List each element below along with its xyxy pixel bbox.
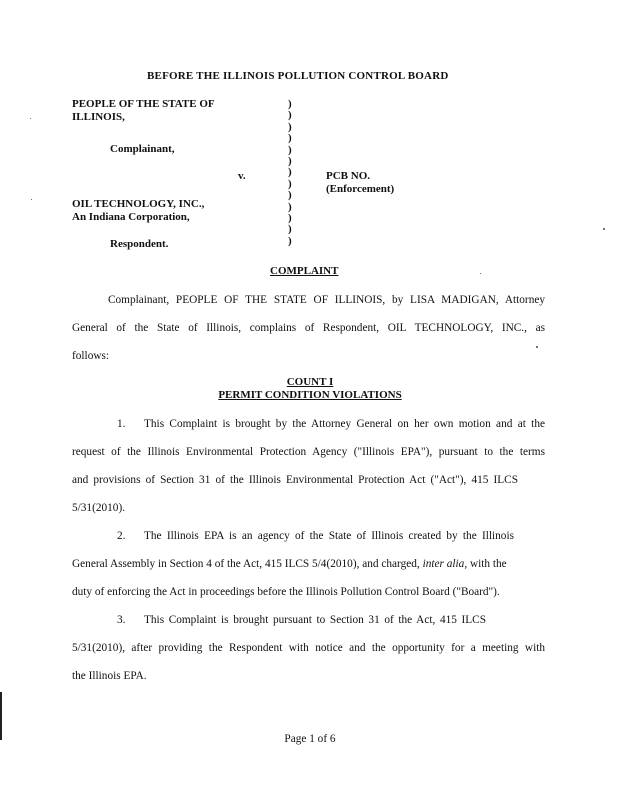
intro-line-3: follows: <box>72 350 110 362</box>
paragraph-1-line-2: request of the Illinois Environmental Protection Agency ("Illinois EPA"), pursuant to the terms <box>72 446 545 458</box>
scan-speck <box>31 199 32 200</box>
paragraph-2-line-3: duty of enforcing the Act in proceedings before the Illinois Pollution Control Board ("Board"). <box>72 586 500 598</box>
count-subheading: PERMIT CONDITION VIOLATIONS <box>218 389 402 401</box>
page-footer: Page 1 of 6 <box>284 733 336 745</box>
caption-defendant-line1: OIL TECHNOLOGY, INC., <box>72 198 205 210</box>
paragraph-1-line-4: 5/31(2010). <box>72 502 126 514</box>
paragraph-number: 2. <box>117 530 126 542</box>
paragraph-2-line-2-end: , with the <box>464 558 507 570</box>
caption-plaintiff-role: Complainant, <box>110 143 175 155</box>
paragraph-3-line-2: 5/31(2010), after providing the Respondent with notice and the opportunity for a meeting with <box>72 642 545 654</box>
caption-parentheses: ) ) ) ) ) ) ) ) ) ) ) ) ) <box>288 98 292 247</box>
case-type: (Enforcement) <box>326 183 395 195</box>
paragraph-2-line-1: The Illinois EPA is an agency of the State of Illinois created by the Illinois <box>144 530 514 542</box>
caption-versus: v. <box>238 170 246 182</box>
scan-speck <box>536 346 538 348</box>
caption-defendant-line2: An Indiana Corporation, <box>72 211 190 223</box>
scan-edge-mark <box>0 692 2 740</box>
paragraph-number: 1. <box>117 418 126 430</box>
scan-speck <box>603 228 605 230</box>
inter-alia-text: inter alia <box>422 558 465 570</box>
complaint-title: COMPLAINT <box>270 265 339 277</box>
intro-line-2: General of the State of Illinois, complains of Respondent, OIL TECHNOLOGY, INC., as <box>72 322 545 334</box>
caption-defendant-role: Respondent. <box>110 238 169 250</box>
scan-speck <box>30 118 31 119</box>
intro-line-1: Complainant, PEOPLE OF THE STATE OF ILLINOIS, by LISA MADIGAN, Attorney <box>108 294 545 306</box>
paragraph-1-line-3: and provisions of Section 31 of the Illinois Environmental Protection Act ("Act"), 415 ILCS <box>72 474 518 486</box>
paragraph-2-line-2-text: General Assembly in Section 4 of the Act, 415 ILCS 5/4(2010), and charged, <box>72 558 420 570</box>
count-heading: COUNT I <box>286 376 334 388</box>
case-number-label: PCB NO. <box>326 170 370 182</box>
caption-plaintiff-line2: ILLINOIS, <box>72 111 125 123</box>
paragraph-number: 3. <box>117 614 126 626</box>
paragraph-3-line-1: This Complaint is brought pursuant to Section 31 of the Act, 415 ILCS <box>144 614 486 626</box>
board-heading: BEFORE THE ILLINOIS POLLUTION CONTROL BOARD <box>147 70 449 82</box>
paragraph-3-line-3: the Illinois EPA. <box>72 670 147 682</box>
caption-plaintiff-line1: PEOPLE OF THE STATE OF <box>72 98 215 110</box>
scan-speck <box>480 273 481 274</box>
paragraph-2-line-2 <box>72 558 507 570</box>
paragraph-1-line-1: This Complaint is brought by the Attorney General on her own motion and at the <box>144 418 545 430</box>
